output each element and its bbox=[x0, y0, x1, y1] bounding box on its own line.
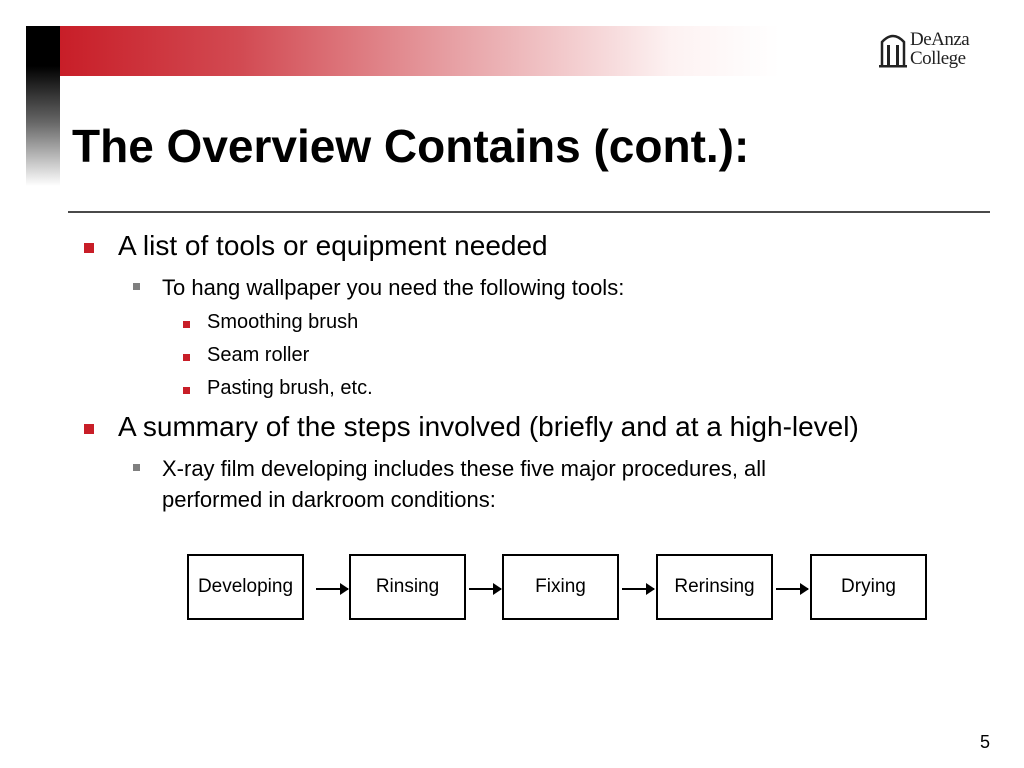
flow-step: Rinsing bbox=[349, 554, 466, 620]
flow-arrow bbox=[776, 588, 808, 590]
bullet-text: To hang wallpaper you need the following tools: bbox=[162, 275, 625, 300]
bullet-marker bbox=[133, 283, 140, 290]
flow-step: Rerinsing bbox=[656, 554, 773, 620]
logo-text bbox=[910, 30, 969, 68]
bullet-marker bbox=[183, 354, 190, 361]
bullet-marker bbox=[84, 243, 94, 253]
bullet-marker bbox=[133, 464, 140, 471]
flow-step: Drying bbox=[810, 554, 927, 620]
bullet-text: Smoothing brush bbox=[207, 311, 359, 333]
flow-step: Developing bbox=[187, 554, 304, 620]
bullet-text-line-2: performed in darkroom conditions: bbox=[162, 487, 496, 512]
slide-title: The Overview Contains (cont.): bbox=[72, 120, 750, 172]
bullet-text: Pasting brush, etc. bbox=[207, 377, 373, 399]
flow-arrow bbox=[469, 588, 501, 590]
decorative-side-bar bbox=[26, 26, 60, 186]
flow-step: Fixing bbox=[502, 554, 619, 620]
bullet-text: A summary of the steps involved (briefly and at a high-level) bbox=[118, 411, 859, 442]
logo-line-2: College bbox=[910, 48, 966, 69]
bullet-text: Seam roller bbox=[207, 344, 310, 366]
title-divider bbox=[68, 211, 990, 213]
bullet-marker bbox=[183, 321, 190, 328]
flow-arrow bbox=[622, 588, 654, 590]
page-number: 5 bbox=[980, 732, 991, 752]
bullet-marker bbox=[84, 424, 94, 434]
bullet-marker bbox=[183, 387, 190, 394]
building-icon bbox=[878, 30, 908, 68]
college-logo bbox=[878, 30, 988, 70]
logo-line-1: DeAnza bbox=[910, 29, 970, 50]
flow-arrow bbox=[316, 588, 348, 590]
decorative-header-gradient bbox=[60, 26, 780, 76]
bullet-text-line-1: X-ray film developing includes these five major procedures, all bbox=[162, 456, 767, 481]
bullet-text: A list of tools or equipment needed bbox=[118, 230, 548, 261]
